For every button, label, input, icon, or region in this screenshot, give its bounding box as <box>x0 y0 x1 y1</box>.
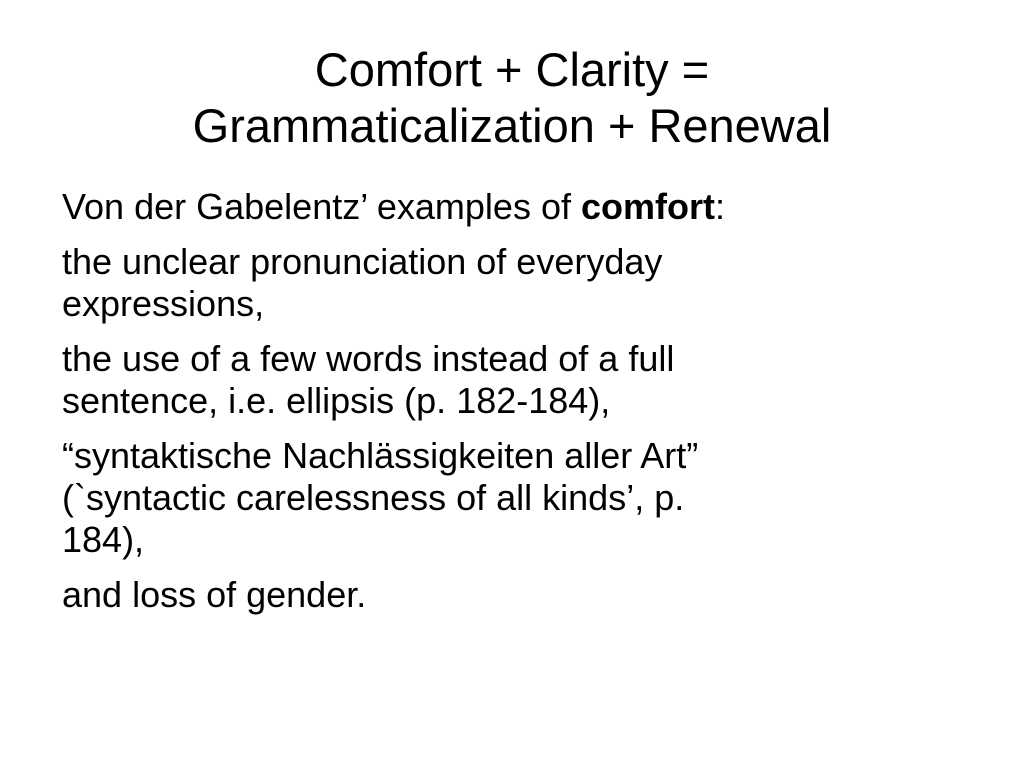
list-item-line: expressions, <box>62 283 265 324</box>
list-item-line: (`syntactic carelessness of all kinds’, p. <box>62 477 685 518</box>
list-item <box>62 574 962 616</box>
slide-body <box>62 186 962 629</box>
intro-colon: : <box>714 186 725 227</box>
slide-title <box>40 42 984 154</box>
list-item-line: sentence, i.e. ellipsis (p. 182-184), <box>62 380 611 421</box>
list-item <box>62 338 962 422</box>
list-item-line: “syntaktische Nachlässigkeiten aller Art” <box>62 435 699 476</box>
intro-text: Von der Gabelentz’ examples of <box>62 186 581 227</box>
slide-title-line-1: Comfort + Clarity = <box>314 43 710 96</box>
list-item-line: the unclear pronunciation of everyday <box>62 241 663 282</box>
list-item-line: and loss of gender. <box>62 574 367 615</box>
list-item-line: 184), <box>62 519 145 560</box>
list-item-line: the use of a few words instead of a full <box>62 338 675 379</box>
list-item <box>62 241 962 325</box>
intro-paragraph <box>62 186 962 228</box>
intro-bold-word: comfort <box>580 186 715 227</box>
list-item <box>62 435 962 561</box>
slide-title-line-2: Grammaticalization + Renewal <box>192 99 832 152</box>
